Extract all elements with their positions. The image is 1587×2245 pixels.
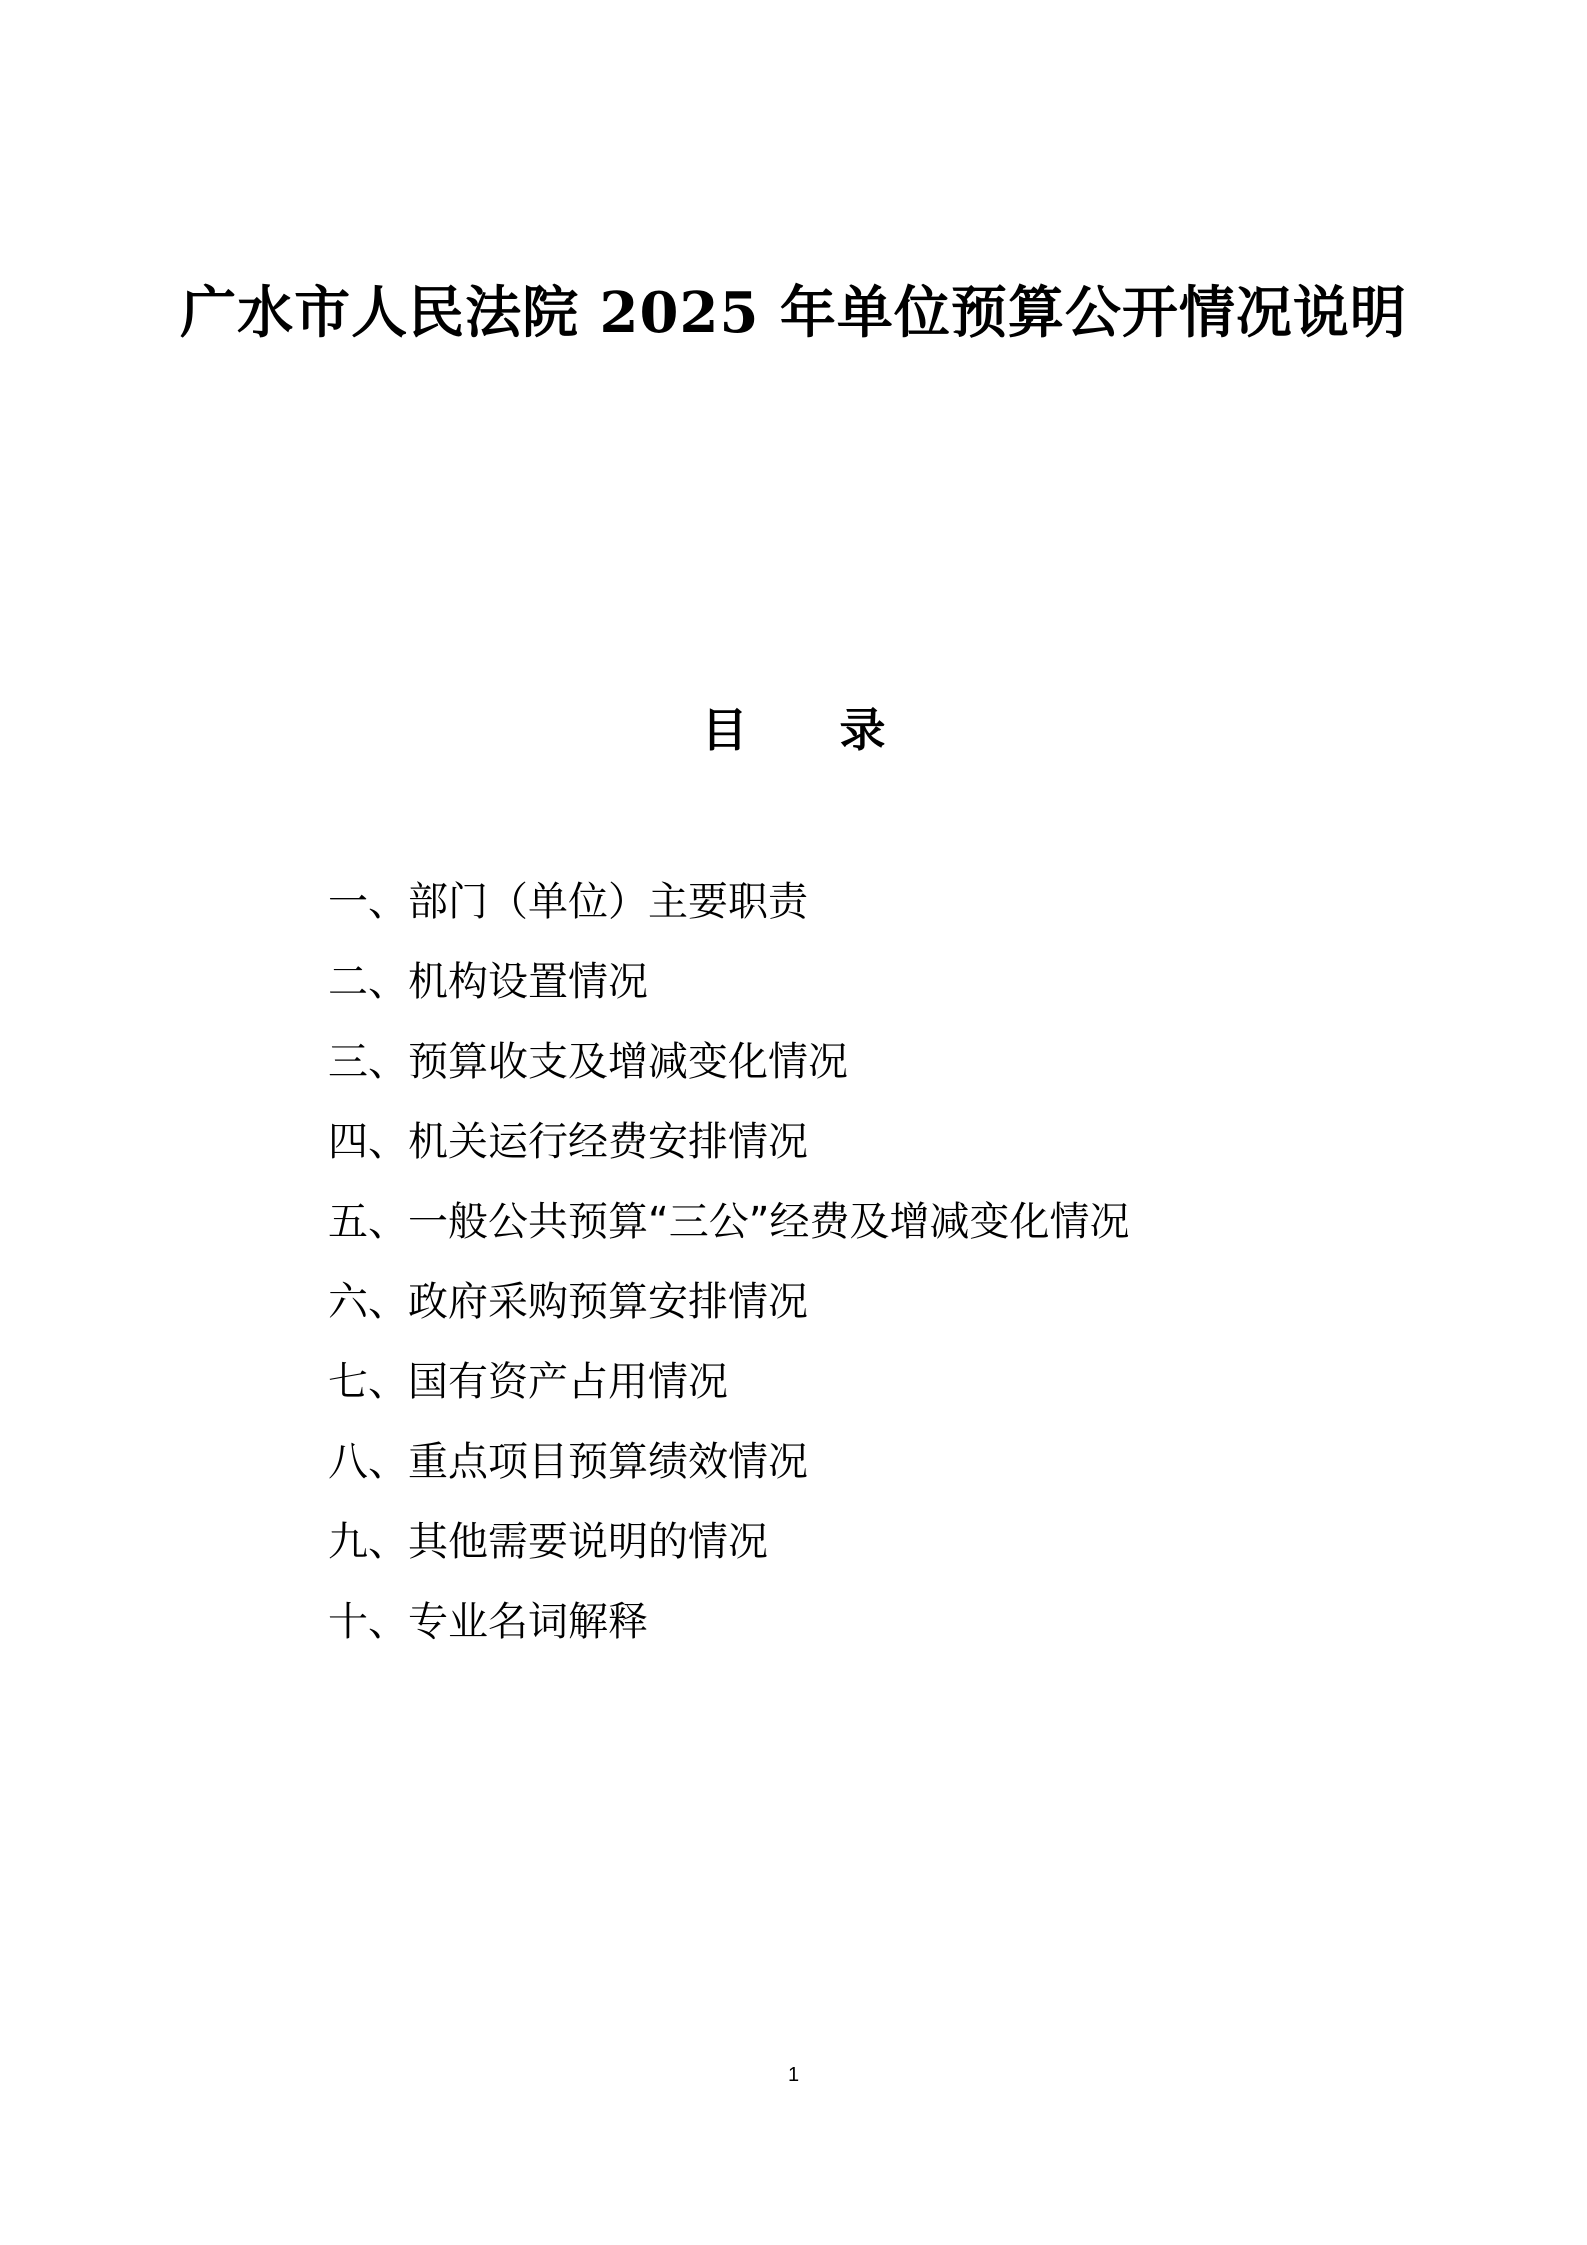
toc-item-state-assets[interactable]: 七、国有资产占用情况 — [328, 1359, 728, 1405]
toc-item-responsibilities[interactable]: 一、部门（单位）主要职责 — [328, 879, 808, 925]
toc-item-operating-funds[interactable]: 四、机关运行经费安排情况 — [328, 1119, 808, 1165]
toc-item-budget-changes[interactable]: 三、预算收支及增减变化情况 — [328, 1039, 848, 1085]
table-of-contents — [328, 862, 1129, 1662]
toc-item-organization[interactable]: 二、机构设置情况 — [328, 959, 648, 1005]
toc-item-three-public-expenses[interactable]: 五、一般公共预算“三公”经费及增减变化情况 — [328, 1199, 1130, 1245]
toc-item-procurement[interactable]: 六、政府采购预算安排情况 — [328, 1279, 808, 1325]
toc-heading: 目 录 — [701, 703, 886, 757]
toc-item-glossary[interactable]: 十、专业名词解释 — [328, 1599, 648, 1645]
toc-item-other-notes[interactable]: 九、其他需要说明的情况 — [328, 1519, 768, 1565]
document-title: 广水市人民法院 2025 年单位预算公开情况说明 — [180, 280, 1407, 346]
toc-item-performance[interactable]: 八、重点项目预算绩效情况 — [328, 1439, 808, 1485]
page-number: 1 — [787, 2064, 800, 2086]
